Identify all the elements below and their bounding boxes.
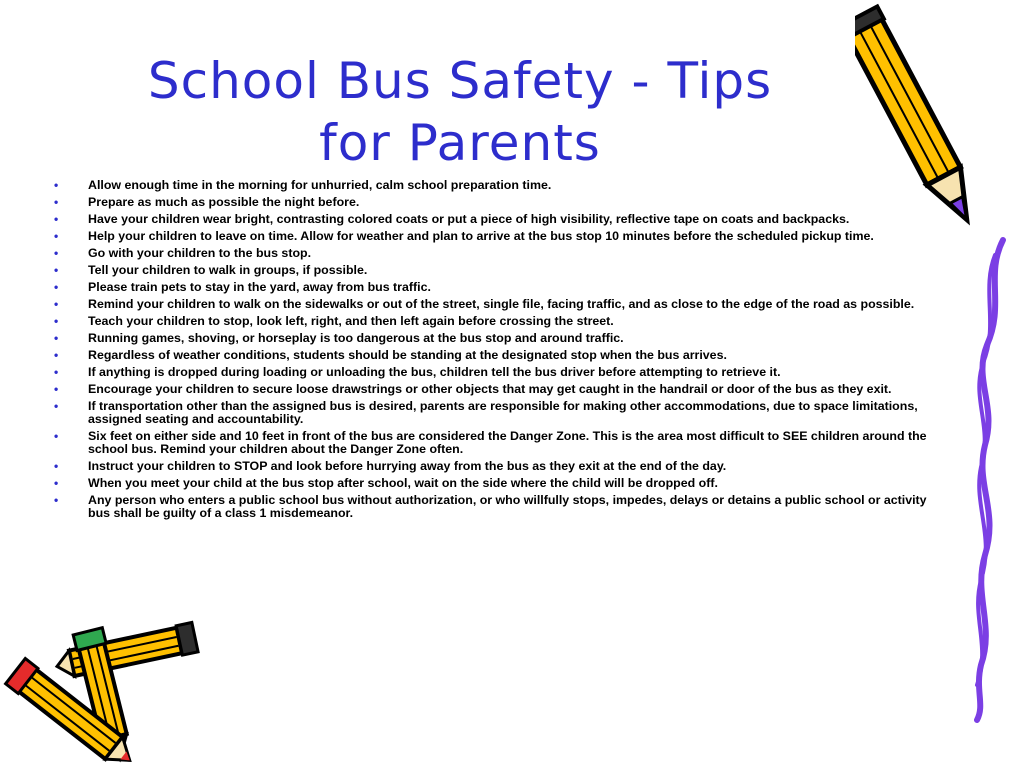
bullet-item: • Go with your children to the bus stop. bbox=[52, 247, 937, 260]
bullet-item: • Regardless of weather conditions, students should be standing at the designated stop when the bus arrives. bbox=[52, 349, 937, 362]
bullet-item: • If transportation other than the assigned bus is desired, parents are responsible for making other accommodations, due to space limitations, assigned seating and accountability. bbox=[52, 400, 937, 426]
bullet-list bbox=[52, 179, 937, 524]
bullet-item: • Running games, shoving, or horseplay is too dangerous at the bus stop and around traffic. bbox=[52, 332, 937, 345]
bullet-item: • When you meet your child at the bus stop after school, wait on the side where the child will be dropped off. bbox=[52, 477, 937, 490]
slide-title bbox=[60, 50, 860, 174]
bullet-item: • Tell your children to walk in groups, if possible. bbox=[52, 264, 937, 277]
bullet-item: • If anything is dropped during loading or unloading the bus, children tell the bus driver before attempting to retrieve it. bbox=[52, 366, 937, 379]
crossed-pencils-icon bbox=[0, 620, 210, 768]
purple-squiggle-icon bbox=[955, 235, 1015, 725]
yellow-pencil-icon bbox=[855, 0, 1005, 245]
bullet-item: • Please train pets to stay in the yard, away from bus traffic. bbox=[52, 281, 937, 294]
bullet-item: • Any person who enters a public school bus without authorization, or who willfully stops, impedes, delays or detains a public school or activity bus shall be guilty of a class 1 misdemeanor. bbox=[52, 494, 937, 520]
bullet-item: • Allow enough time in the morning for unhurried, calm school preparation time. bbox=[52, 179, 937, 192]
bullet-item: • Remind your children to walk on the sidewalks or out of the street, single file, facing traffic, and as close to the edge of the road as possible. bbox=[52, 298, 937, 311]
title-line-2: for Parents bbox=[319, 114, 601, 172]
bullet-item: • Instruct your children to STOP and look before hurrying away from the bus as they exit at the end of the day. bbox=[52, 460, 937, 473]
bullet-item: • Six feet on either side and 10 feet in front of the bus are considered the Danger Zone. This is the area most difficult to SEE children around the school bus. Remind your children about the Danger Zone often. bbox=[52, 430, 937, 456]
bullet-item: • Have your children wear bright, contrasting colored coats or put a piece of high visibility, reflective tape on coats and backpacks. bbox=[52, 213, 937, 226]
bullet-item: • Help your children to leave on time. Allow for weather and plan to arrive at the bus stop 10 minutes before the scheduled pickup time. bbox=[52, 230, 937, 243]
bullet-item: • Encourage your children to secure loose drawstrings or other objects that may get caught in the handrail or door of the bus as they exit. bbox=[52, 383, 937, 396]
title-line-1: School Bus Safety - Tips bbox=[147, 52, 773, 110]
bullet-item: • Prepare as much as possible the night before. bbox=[52, 196, 937, 209]
bullet-item: • Teach your children to stop, look left, right, and then left again before crossing the street. bbox=[52, 315, 937, 328]
